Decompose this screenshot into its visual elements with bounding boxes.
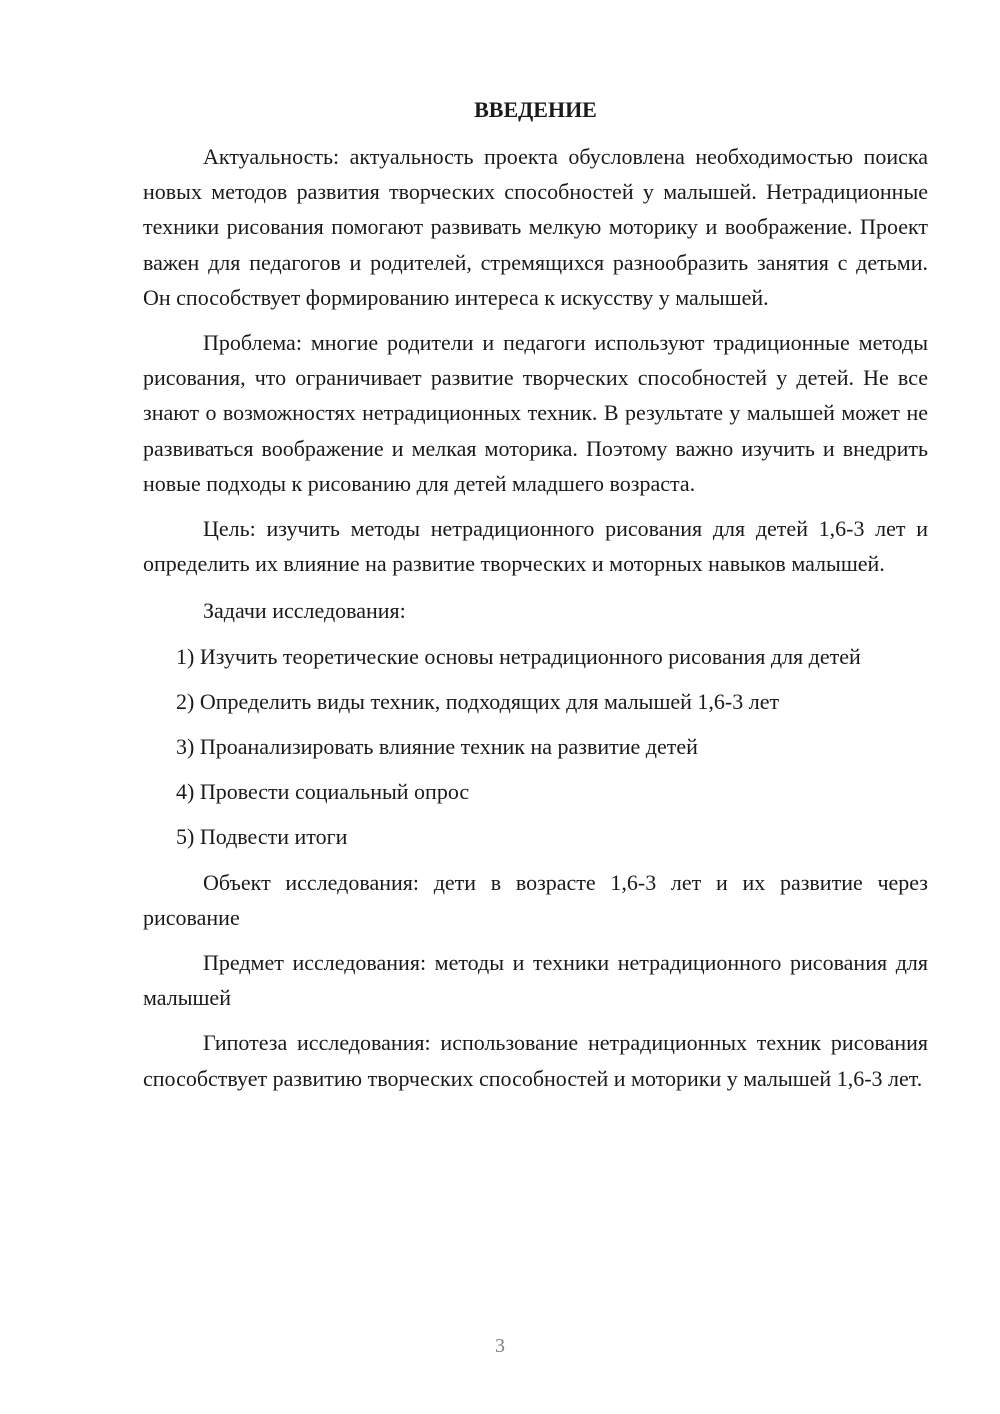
relevance-paragraph: Актуальность: актуальность проекта обусловлена необходимостью поиска новых методов развития творческих способностей у малышей. Нетрадиционные техники рисования помогают развивать мелкую моторику и воображение. Проект важен для педагогов и родителей, стремящихся разнообразить занятия с детьми. Он способствует формированию интереса к искусству у малышей. xyxy=(143,144,928,310)
page-content xyxy=(143,92,928,1096)
tasks-title: Задачи исследования: xyxy=(203,598,406,624)
object-paragraph: Объект исследования: дети в возрасте 1,6-3 лет и их развитие через рисование xyxy=(143,869,928,930)
tasks-list xyxy=(143,639,928,855)
list-item: 2) Определить виды техник, подходящих для малышей 1,6-3 лет xyxy=(176,688,780,714)
hypothesis-paragraph: Гипотеза исследования: использование нетрадиционных техник рисования способствует развитию творческих способностей и моторики у малышей 1,6-3 лет. xyxy=(143,1030,928,1091)
problem-paragraph: Проблема: многие родители и педагоги используют традиционные методы рисования, что ограничивает развитие творческих способностей у детей. Не все знают о возможностях нетрадиционных техник. В результате у малышей может не развиваться воображение и мелкая моторика. Поэтому важно изучить и внедрить новые подходы к рисованию для детей младшего возраста. xyxy=(143,330,928,496)
list-item: 3) Проанализировать влияние техник на развитие детей xyxy=(176,734,698,760)
list-item: 5) Подвести итоги xyxy=(176,824,348,850)
section-heading: ВВЕДЕНИЕ xyxy=(474,97,597,122)
page-number: 3 xyxy=(495,1335,505,1357)
subject-paragraph: Предмет исследования: методы и техники нетрадиционного рисования для малышей xyxy=(143,950,928,1011)
goal-paragraph: Цель: изучить методы нетрадиционного рисования для детей 1,6-3 лет и определить их влияние на развитие творческих и моторных навыков малышей. xyxy=(143,516,928,577)
list-item: 4) Провести социальный опрос xyxy=(176,779,470,805)
list-item: 1) Изучить теоретические основы нетрадиционного рисования для детей xyxy=(176,643,861,669)
